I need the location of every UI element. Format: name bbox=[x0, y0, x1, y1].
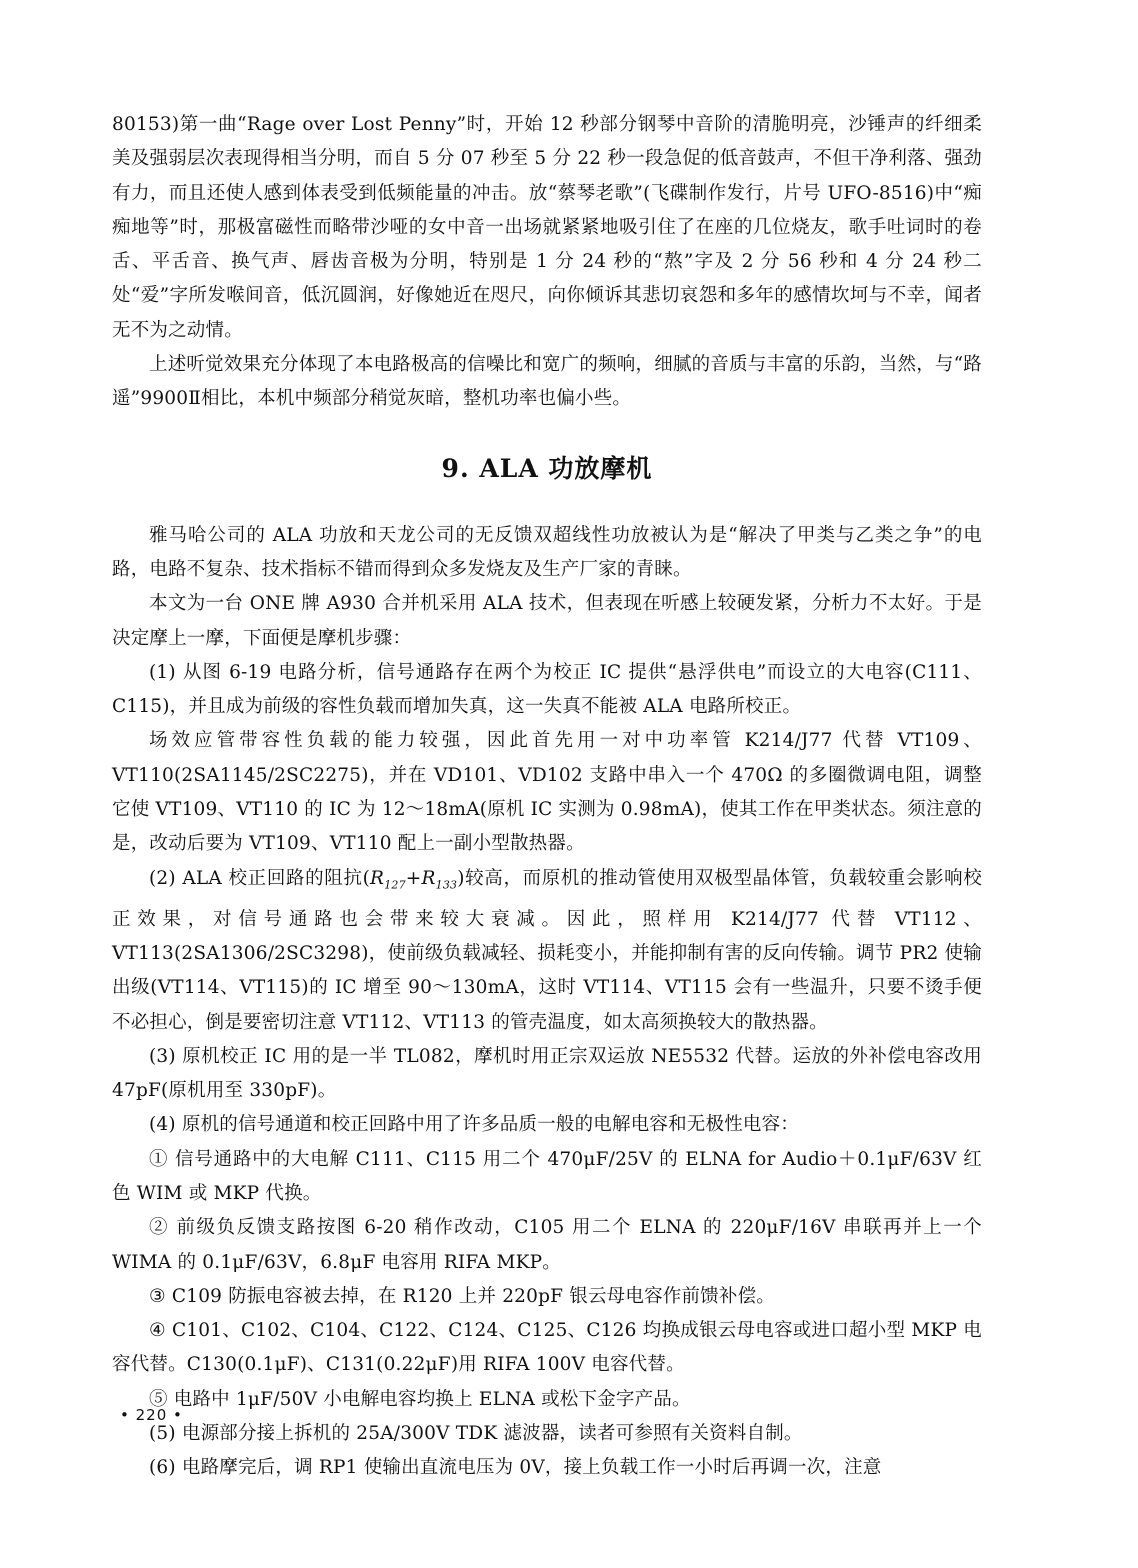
plus-sign: + bbox=[405, 867, 422, 889]
resistor-r133: $R_{133}$ bbox=[421, 867, 458, 892]
page-body bbox=[112, 108, 982, 1486]
paragraph-intro: 雅马哈公司的 ALA 功放和天龙公司的无反馈双超线性功放被认为是“解决了甲类与乙类之争”的电路，电路不复杂、技术指标不错而得到众多发烧友及生产厂家的青睐。 bbox=[112, 524, 982, 580]
paragraph-context: 本文为一台 ONE 牌 A930 合并机采用 ALA 技术，但表现在听感上较硬发紧，分析力不太好。于是决定摩上一摩，下面便是摩机步骤： bbox=[112, 593, 982, 649]
paragraph-step-3: (3) 原机校正 IC 用的是一半 TL082，摩机时用正宗双运放 NE5532 代替。运放的外补偿电容改用 47pF(原机用至 330pF)。 bbox=[112, 1045, 982, 1102]
paragraph-step-1: (1) 从图 6-19 电路分析，信号通路存在两个为校正 IC 提供“悬浮供电”而设立的大电容(C111、C115)，并且成为前级的容性负载而增加失真，这一失真不能被 ALA 电路所校正。 bbox=[112, 661, 982, 718]
paragraph-step-6: (6) 电路摩完后，调 RP1 使输出直流电压为 0V，接上负载工作一小时后再调一次，注意 bbox=[149, 1457, 882, 1479]
step-2-text-after: )较高，而原机的推动管使用双极型晶体管，负载较重会影响校正效果，对信号通路也会带来较大衰减。因此，照样用 K214/J77 代替 VT112、VT113(2SA1306/2SC3298)，使前级负载减轻、损耗变小，并能抑制有害的反向传输。调节 PR2 使输出级(VT114、VT115)的 IC 增至 90～130mA，这时 VT114、VT115 会有一些温升，只要不烫手便不必担心，倒是要密切注意 VT112、VT113 的管壳温度，如太高须换较大的散热器。 bbox=[112, 867, 983, 1033]
paragraph-step-1-detail: 场效应管带容性负载的能力较强，因此首先用一对中功率管 K214/J77 代替 VT109、VT110(2SA1145/2SC2275)，并在 VD101、VD102 支路中串入一个 470Ω 的多圈微调电阻，调整它使 VT109、VT110 的 IC 为 12～18mA(原机 IC 实测为 0.98mA)，使其工作在甲类状态。须注意的是，改动后要为 VT109、VT110 配上一副小型散热器。 bbox=[112, 730, 982, 855]
paragraph-step-5: (5) 电源部分接上拆机的 25A/300V TDK 滤波器，读者可参照有关资料自制。 bbox=[149, 1423, 803, 1445]
paragraph-step-4: (4) 原机的信号通道和校正回路中用了许多品质一般的电解电容和无极性电容： bbox=[149, 1114, 799, 1136]
paragraph-continued: 80153)第一曲“Rage over Lost Penny”时，开始 12 秒部分钢琴中音阶的清脆明亮，沙锤声的纤细柔美及强弱层次表现得相当分明，而自 5 分 07 秒至 5 分 22 秒一段急促的低音鼓声，不但干净利落、强劲有力，而且还使人感到体表受到低频能量的冲击。放“蔡琴老歌”(飞碟制作发行，片号 UFO-8516)中“痴痴地等”时，那极富磁性而略带沙哑的女中音一出场就紧紧地吸引住了在座的几位烧友，歌手吐词时的卷舌、平舌音、换气声、唇齿音极为分明，特别是 1 分 24 秒的“熬”字及 2 分 56 秒和 4 分 24 秒二处“爱”字所发喉间音，低沉圆润，好像她近在咫尺，向你倾诉其悲切哀怨和多年的感情坎坷与不幸，闻者无不为之动情。 bbox=[112, 114, 982, 341]
paragraph-summary: 上述听觉效果充分体现了本电路极高的信噪比和宽广的频响，细腻的音质与丰富的乐韵，当然，与“路遥”9900Ⅱ相比，本机中频部分稍觉灰暗，整机功率也偏小些。 bbox=[112, 354, 982, 410]
paragraph-step-4-item-4: ④ C101、C102、C104、C122、C124、C125、C126 均换成银云母电容或进口超小型 MKP 电容代替。C130(0.1μF)、C131(0.22μF)用 RIFA 100V 电容代替。 bbox=[112, 1320, 982, 1376]
step-2-text-before: (2) ALA 校正回路的阻抗( bbox=[149, 867, 371, 889]
paragraph-step-4-item-1: ① 信号通路中的大电解 C111、C115 用二个 470μF/25V 的 ELNA for Audio＋0.1μF/63V 红色 WIM 或 MKP 代换。 bbox=[112, 1148, 982, 1204]
paragraph-step-2 bbox=[112, 862, 982, 1040]
paragraph-step-4-item-3: ③ C109 防振电容被去掉，在 R120 上并 220pF 银云母电容作前馈补偿。 bbox=[149, 1285, 775, 1307]
paragraph-step-4-item-5: ⑤ 电路中 1μF/50V 小电解电容均换上 ELNA 或松下金字产品。 bbox=[149, 1388, 691, 1410]
page-number: • 220 • bbox=[120, 1406, 183, 1424]
section-heading: 9. ALA 功放摩机 bbox=[441, 453, 653, 483]
paragraph-step-4-item-2: ② 前级负反馈支路按图 6-20 稍作改动，C105 用二个 ELNA 的 220μF/16V 串联再并上一个 WIMA 的 0.1μF/63V，6.8μF 电容用 RIFA MKP。 bbox=[112, 1217, 982, 1273]
resistor-r127: $R_{127}$ bbox=[370, 867, 406, 892]
